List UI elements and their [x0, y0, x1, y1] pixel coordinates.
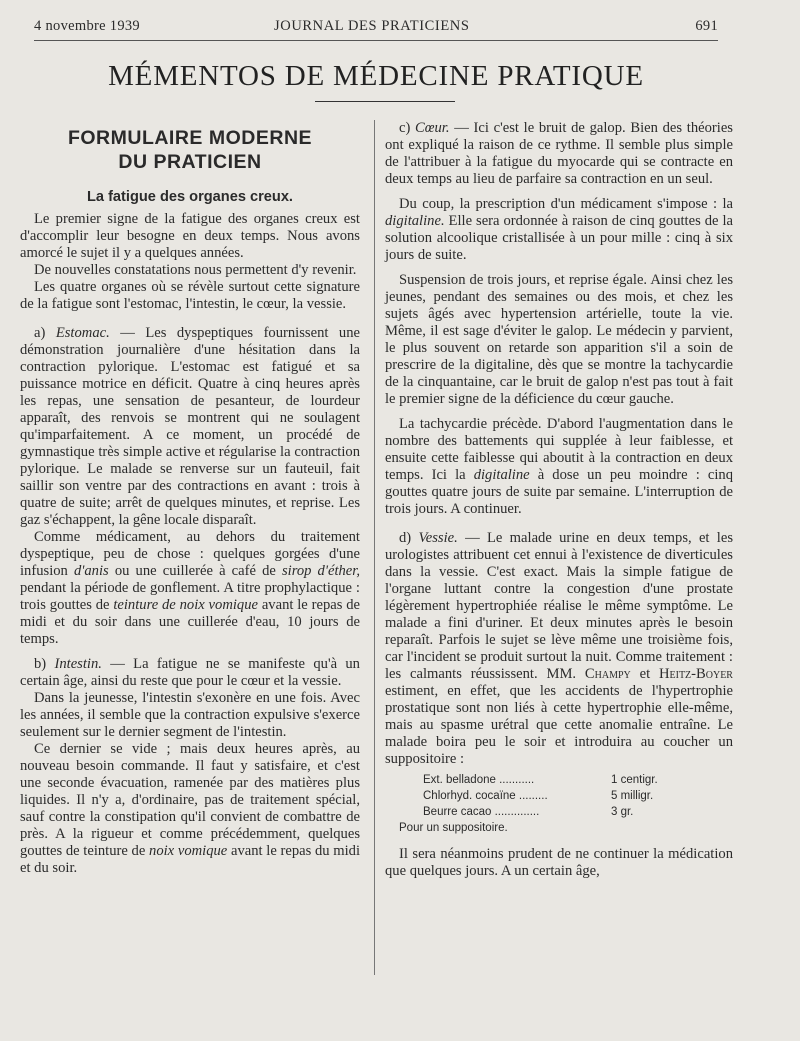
- item-term: Estomac.: [55, 325, 110, 341]
- italic-run: d'anis: [73, 563, 109, 579]
- italic-run: digitaline.: [385, 213, 445, 229]
- prescription-row: [385, 804, 733, 820]
- item-term: Cœur.: [415, 120, 450, 136]
- title-underline: [315, 101, 455, 102]
- item-term: Intestin.: [54, 656, 102, 672]
- left-column: [20, 120, 360, 877]
- author-name: Heitz-Boyer: [658, 666, 733, 682]
- text-run: avant le repas du midi et du soir.: [20, 843, 361, 876]
- header-journal-name: JOURNAL DES PRATICIENS: [274, 18, 470, 34]
- paragraph-coeur-3: Suspension de trois jours, et reprise égale. Ainsi chez les jeunes, pendant des semaines ou des mois, et chez les sujets âgés avec hypertension artérielle, toute la vie. Même, il est sage d'éviter le galop. Le médecin y parvient, le plus souvent on retarde son apparition s'il a soin de prescrire de la digitaline, dès que se montre la tachycardie de la cinquantaine, car le bruit de galop n'est pas tout à fait le premier signe de la déficience du cœur gauche.: [385, 272, 733, 407]
- italic-run: noix vomique: [149, 843, 228, 859]
- paragraph-intestin: [20, 656, 360, 690]
- paragraph-coeur-4: [385, 416, 733, 518]
- text-run: — Le malade urine en deux temps, et les urologistes attribuent cet ennui à l'existence de diverticules dans la vessie. C'est exact. Mais la simple fatigue de l'organe luttant contre la congestion d'une prostate légèrement hypertrophiée réalise le même symptôme. Le malade a fini d'uriner. Et deux minutes après le besoin reparaît. Parfois le sujet se lève même une troisième fois, car l'incident se produit surtout la nuit. Comme traitement : les calmants réussissent. MM.: [385, 530, 733, 682]
- column-divider: [374, 120, 375, 975]
- italic-run: teinture de noix vomique: [113, 597, 258, 613]
- section-title-line2: DU PRATICIEN: [118, 151, 262, 173]
- prescription-row: [385, 772, 733, 788]
- item-label: b): [34, 656, 55, 672]
- page-title: MÉMENTOS DE MÉDECINE PRATIQUE: [108, 60, 644, 92]
- text-run: à dose un peu moindre : cinq gouttes quatre jours de suite par semaine. L'interruption de trois jours. A continuer.: [385, 467, 733, 517]
- text-run: La tachycardie précède. D'abord l'augmentation dans le nombre des battements qui supplée à leur faiblesse, et ensuite cette faiblesse qui aboutit à la contraction en deux temps. Ici la: [385, 416, 733, 483]
- text-run: Elle sera ordonnée à raison de cinq gouttes de la solution alcoolique cristallisée à un pour mille : cinq à six jours de suite.: [385, 213, 733, 263]
- italic-run: sirop d'éther,: [281, 563, 360, 579]
- intro-paragraph-2: De nouvelles constatations nous permettent d'y revenir.: [34, 262, 357, 278]
- author-name: Champy: [584, 666, 631, 682]
- text-run: Comme médicament, au dehors du traitement dyspeptique, peu de chose : quelques gorgées d'une infusion: [20, 529, 360, 579]
- running-header: [34, 18, 718, 41]
- italic-run: digitaline: [473, 467, 530, 483]
- section-subtitle: La fatigue des organes creux.: [86, 189, 293, 205]
- item-label: d): [399, 530, 419, 546]
- item-label: a): [34, 325, 56, 341]
- text-run: pendant la période de gonflement. A titre prophylactique : trois gouttes de: [20, 580, 360, 613]
- section-title-line1: FORMULAIRE MODERNE: [67, 127, 313, 149]
- header-page-number: 691: [695, 18, 718, 34]
- item-text: — La fatigue ne se manifeste qu'à un certain âge, ainsi du reste que pour le cœur et la vessie.: [20, 656, 360, 689]
- ingredient-name: Chlorhyd. cocaïne .........: [423, 790, 548, 802]
- paragraph-intestin-3: [20, 741, 360, 877]
- header-date: 4 novembre 1939: [34, 18, 140, 34]
- text-run: estiment, en effet, que les accidents de l'hypertrophie prostatique sont non liés à cette hypertrophie elle-même, mais au spasme urétral que cette anomalie entraîne. Le malade boira peu le soir et introduira au coucher un suppositoire :: [385, 683, 733, 767]
- section-title: [20, 126, 360, 174]
- ingredient-name: Beurre cacao ..............: [423, 806, 540, 818]
- prescription-row: [385, 788, 733, 804]
- text-run: Du coup, la prescription d'un médicament s'impose : la: [399, 196, 733, 212]
- paragraph-estomac-medicament: [20, 529, 360, 648]
- text-run: Ce dernier se vide ; mais deux heures après, au nouveau besoin commande. Il faut y satisfaire, et c'est une seconde évacuation, ramenée par des matières plus liquides. Il n'y a, d'ordinaire, pas de traitement spécial, sauf contre la constipation qu'il convient de combattre de près. A la rigueur et comme précédemment, quelques gouttes de teinture de: [20, 741, 360, 859]
- item-label: c): [399, 120, 416, 136]
- intro-paragraph-3: Les quatre organes où se révèle surtout cette signature de la fatigue sont l'estomac, l'intestin, le cœur, la vessie.: [20, 279, 360, 312]
- ingredient-quantity: 3 gr.: [611, 806, 634, 818]
- text-run: avant le repas de midi et du soir dans une cuillerée d'eau, 10 jours de temps.: [20, 597, 360, 647]
- ingredient-quantity: 5 milligr.: [611, 790, 654, 802]
- intro-paragraph-1: Le premier signe de la fatigue des organes creux est d'accomplir leur besogne en deux temps. Nous avons amorcé le sujet il y a quelques années.: [20, 211, 360, 261]
- text-run: et: [630, 666, 659, 682]
- paragraph-intestin-2: Dans la jeunesse, l'intestin s'exonère en une fois. Avec les années, il semble que la contraction expulsive s'exerce seulement sur le dernier segment de l'intestin.: [20, 690, 360, 740]
- item-text: — Ici c'est le bruit de galop. Bien des théories ont expliqué la raison de ce rythme. Il semble plus simple de l'attribuer à la fatigue du myocarde qui se contracte en deux temps au lieu de parfaire sa contraction en un seul.: [385, 120, 733, 187]
- paragraph-final: Il sera néanmoins prudent de ne continuer la médication que quelques jours. A un certain âge,: [385, 846, 733, 879]
- ingredient-quantity: 1 centigr.: [611, 774, 658, 786]
- paragraph-coeur-2: [385, 196, 733, 264]
- paragraph-vessie: [385, 530, 733, 768]
- paragraph-coeur: [385, 120, 733, 188]
- right-column: [385, 120, 733, 880]
- paragraph-estomac: [20, 325, 360, 529]
- text-run: ou une cuillerée à café de: [108, 563, 282, 579]
- ingredient-name: Ext. belladone ...........: [423, 774, 535, 786]
- item-term: Vessie.: [418, 530, 458, 546]
- prescription-footer: Pour un suppositoire.: [399, 822, 508, 834]
- item-text: — Les dyspeptiques fournissent une démonstration journalière d'une hésitation dans la contraction pylorique. L'estomac est fatigué et sa puissance motrice en déficit. Quatre à cinq heures après les repas, une sensation de pesanteur, de lourdeur apparaît, des renvois se montrent qui ne soulagent qu'imparfaitement. A ce moment, un procédé de gymnastique très simple active et régularise la contraction pylorique. Le malade se renverse sur un fauteuil, fait saillir son ventre par des contractions en avant : trois à quatre de suite; arrêt de quelques minutes, et reprise. Les gaz s'échappent, la gêne locale disparaît.: [20, 325, 360, 528]
- prescription: [385, 772, 733, 836]
